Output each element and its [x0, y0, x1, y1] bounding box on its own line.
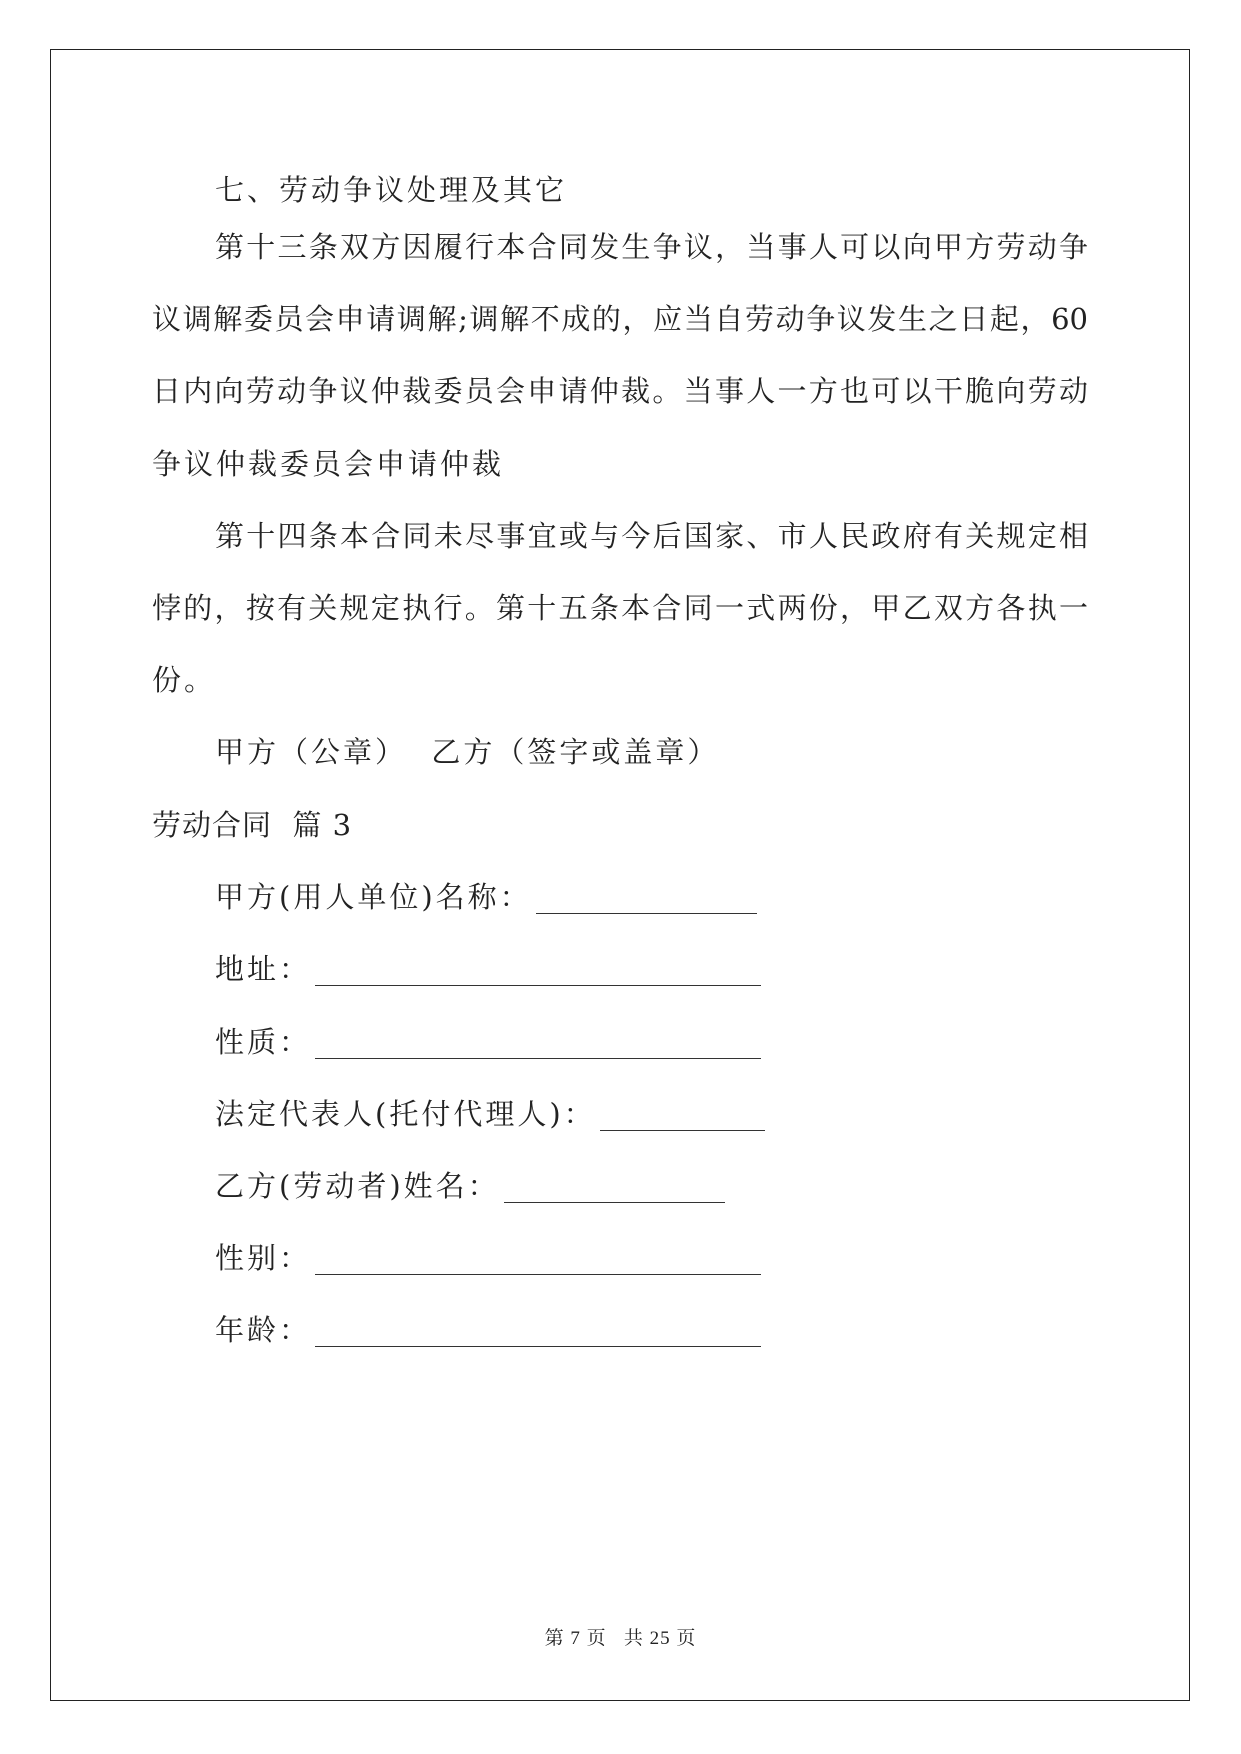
- gender-field: [215, 1241, 761, 1275]
- address-field: [215, 952, 761, 986]
- employee-name-blank[interactable]: [504, 1176, 725, 1203]
- page-border: [50, 49, 1190, 1701]
- article-13-line-1: 第十三条双方因履行本合同发生争议，当事人可以向甲方劳动争: [215, 230, 1088, 264]
- article-13-line-3: 日内向劳动争议仲裁委员会申请仲裁。当事人一方也可以干脆向劳动: [152, 374, 1088, 408]
- employer-name-field: [215, 880, 757, 914]
- article-14-line-2: 悖的，按有关规定执行。第十五条本合同一式两份，甲乙双方各执一: [152, 591, 1088, 625]
- age-field: [215, 1313, 761, 1347]
- article-13-line-4: 争议仲裁委员会申请仲裁: [152, 447, 505, 481]
- address-label: 地址：: [215, 952, 312, 986]
- age-blank[interactable]: [315, 1320, 761, 1347]
- article-13-line-2: 议调解委员会申请调解;调解不成的，应当自劳动争议发生之日起，60: [152, 302, 1088, 336]
- article-14-line-1: 第十四条本合同未尽事宜或与今后国家、市人民政府有关规定相: [215, 519, 1088, 553]
- employer-name-blank[interactable]: [536, 887, 757, 914]
- article-14-line-3: 份。: [152, 663, 217, 697]
- employer-name-label: 甲方(用人单位)名称：: [215, 880, 532, 914]
- gender-label: 性别：: [215, 1241, 312, 1275]
- age-label: 年龄：: [215, 1313, 312, 1347]
- address-blank[interactable]: [315, 959, 761, 986]
- nature-field: [215, 1025, 761, 1059]
- employee-name-field: [215, 1169, 725, 1203]
- employee-name-label: 乙方(劳动者)姓名：: [215, 1169, 500, 1203]
- section-heading: 七、劳动争议处理及其它: [215, 173, 568, 207]
- page-footer: 第 7 页 共 25 页: [544, 1628, 697, 1649]
- contract-title: 劳动合同 篇 3: [152, 808, 353, 842]
- nature-label: 性质：: [215, 1025, 312, 1059]
- nature-blank[interactable]: [315, 1032, 761, 1059]
- legal-rep-label: 法定代表人(托付代理人)：: [215, 1097, 596, 1131]
- legal-rep-blank[interactable]: [600, 1104, 765, 1131]
- gender-blank[interactable]: [315, 1248, 761, 1275]
- signature-line: 甲方（公章） 乙方（签字或盖章）: [215, 735, 720, 769]
- legal-rep-field: [215, 1097, 765, 1131]
